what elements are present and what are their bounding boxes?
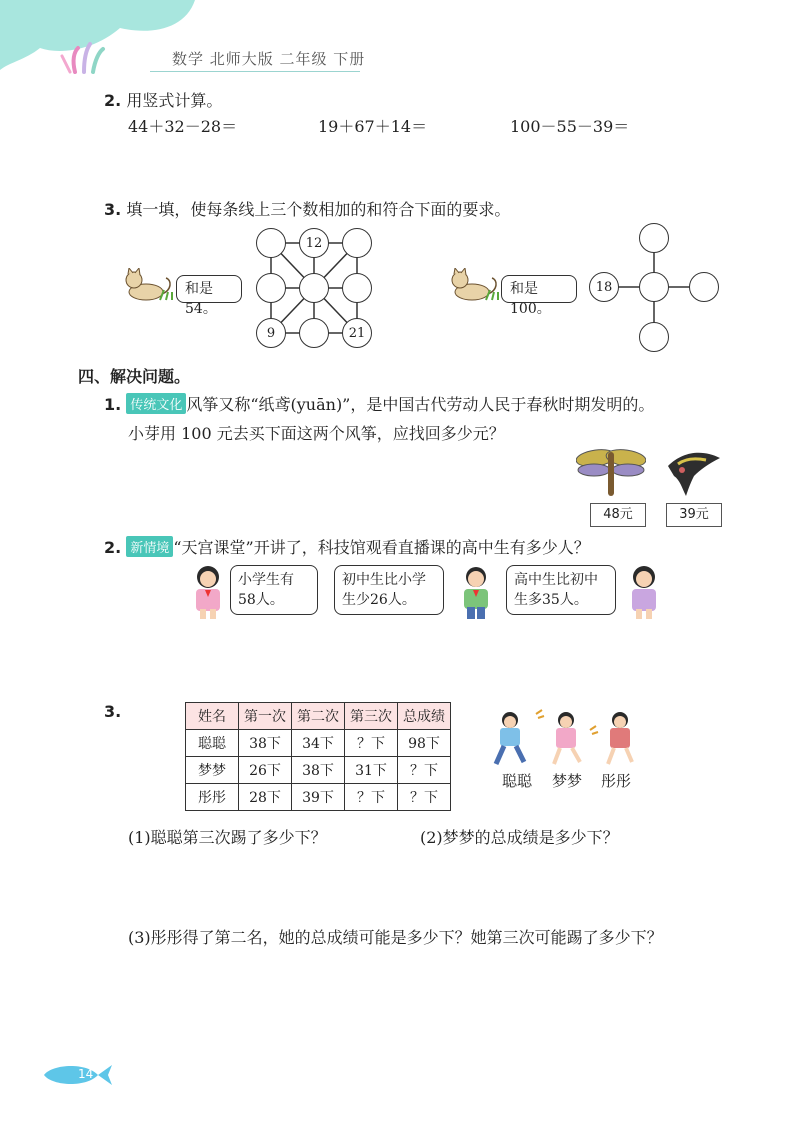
bubble-primary-l1: 小学生有: [238, 572, 294, 588]
grid-circle-center[interactable]: [299, 273, 329, 303]
cross-circle-left: 18: [589, 272, 619, 302]
grid-circle-bot-right: 21: [342, 318, 372, 348]
q2-expr-1: 44＋32－28＝: [128, 117, 238, 136]
bubble-high-l1: 高中生比初中: [514, 572, 598, 588]
bubble-high-l2: 生多35人。: [514, 592, 588, 608]
table-row: [186, 757, 451, 784]
bubble-sum-54: 和是54。: [176, 275, 242, 303]
table-cell: 38下: [292, 757, 345, 784]
cross-circle-right[interactable]: [689, 272, 719, 302]
swallow-kite-icon: [664, 446, 724, 498]
tag-new-context: 新情境: [126, 536, 173, 557]
table-cell: ？下: [398, 784, 451, 811]
p3-number: 3.: [104, 702, 122, 721]
cat-icon: [120, 268, 180, 304]
grid-circle-bot-left: 9: [256, 318, 286, 348]
price-tag-swallow: 39元: [666, 503, 722, 527]
table-cell: 第二次: [292, 703, 345, 730]
table-cell: 39下: [292, 784, 345, 811]
table-cell: 26下: [239, 757, 292, 784]
cross-circle-bottom[interactable]: [639, 322, 669, 352]
bubble-middle-l1: 初中生比小学: [342, 572, 426, 588]
grid-circle-bot-mid[interactable]: [299, 318, 329, 348]
cat-icon: [446, 268, 506, 304]
student-boy-icon: [456, 563, 496, 619]
table-cell: 34下: [292, 730, 345, 757]
p1-number: 1.: [104, 395, 122, 414]
bubble-middle-l2: 生少26人。: [342, 592, 416, 608]
p1-text1: 风筝又称“纸鸢(yuān)”，是中国古代劳动人民于春秋时期发明的。: [186, 395, 655, 414]
q2-expr-3: 100－55－39＝: [510, 117, 630, 136]
price-tag-dragonfly: 48元: [590, 503, 646, 527]
kids-shuttlecock-icon: [486, 708, 642, 770]
student-girl-icon: [622, 563, 666, 619]
p2-text: “天宫课堂”开讲了，科技馆观看直播课的高中生有多少人？: [173, 538, 590, 557]
table-cell: 98下: [398, 730, 451, 757]
p3-sub2: (2)梦梦的总成绩是多少下？: [420, 828, 619, 847]
score-table: [185, 702, 451, 811]
bubble-sum-100: 和是100。: [501, 275, 577, 303]
q3-grid-lines: [0, 0, 800, 360]
table-row: [186, 730, 451, 757]
table-cell: 彤彤: [186, 784, 239, 811]
header-title: 数学 北师大版 二年级 下册: [172, 50, 366, 68]
table-cell: 38下: [239, 730, 292, 757]
q3-number: 3.: [104, 200, 122, 219]
kid-label-congcong: 聪聪: [502, 772, 533, 790]
table-cell: 总成绩: [398, 703, 451, 730]
table-cell: 28下: [239, 784, 292, 811]
table-header-row: [186, 703, 451, 730]
table-row: [186, 784, 451, 811]
p3-sub3: (3)彤彤得了第二名，她的总成绩可能是多少下？她第三次可能踢了多少下？: [128, 928, 663, 947]
grid-circle-top-mid: 12: [299, 228, 329, 258]
cross-circle-center[interactable]: [639, 272, 669, 302]
page-number: 14: [78, 1067, 94, 1081]
p2-line: [104, 535, 590, 558]
kid-label-tongtong: 彤彤: [601, 772, 632, 790]
table-cell: ？下: [398, 757, 451, 784]
table-cell: ？下: [345, 730, 398, 757]
q3-prompt: 填一填，使每条线上三个数相加的和符合下面的要求。: [126, 200, 511, 219]
dragonfly-kite-icon: [576, 446, 646, 498]
table-cell: 梦梦: [186, 757, 239, 784]
table-cell: ？下: [345, 784, 398, 811]
table-cell: 第一次: [239, 703, 292, 730]
p1-text2: 小芽用 100 元去买下面这两个风筝，应找回多少元？: [128, 424, 505, 443]
table-cell: 第三次: [345, 703, 398, 730]
table-cell: 聪聪: [186, 730, 239, 757]
q2-expr-2: 19＋67＋14＝: [318, 117, 428, 136]
cross-circle-top[interactable]: [639, 223, 669, 253]
grid-circle-mid-right[interactable]: [342, 273, 372, 303]
p1-line1: [104, 392, 654, 415]
q2-prompt: 用竖式计算。: [126, 91, 223, 110]
bubble-primary: [230, 565, 318, 615]
table-cell: 姓名: [186, 703, 239, 730]
tag-traditional-culture: 传统文化: [126, 393, 186, 414]
section-title: 四、解决问题。: [78, 367, 191, 386]
grid-circle-mid-left[interactable]: [256, 273, 286, 303]
grid-circle-top-right[interactable]: [342, 228, 372, 258]
kid-label-mengmeng: 梦梦: [552, 772, 583, 790]
bubble-high: [506, 565, 616, 615]
student-girl-icon: [186, 563, 230, 619]
bubble-middle: [334, 565, 444, 615]
q2-number: 2.: [104, 91, 122, 110]
table-cell: 31下: [345, 757, 398, 784]
grid-circle-top-left[interactable]: [256, 228, 286, 258]
p2-number: 2.: [104, 538, 122, 557]
p3-sub1: (1)聪聪第三次踢了多少下？: [128, 828, 327, 847]
bubble-primary-l2: 58人。: [238, 592, 284, 608]
